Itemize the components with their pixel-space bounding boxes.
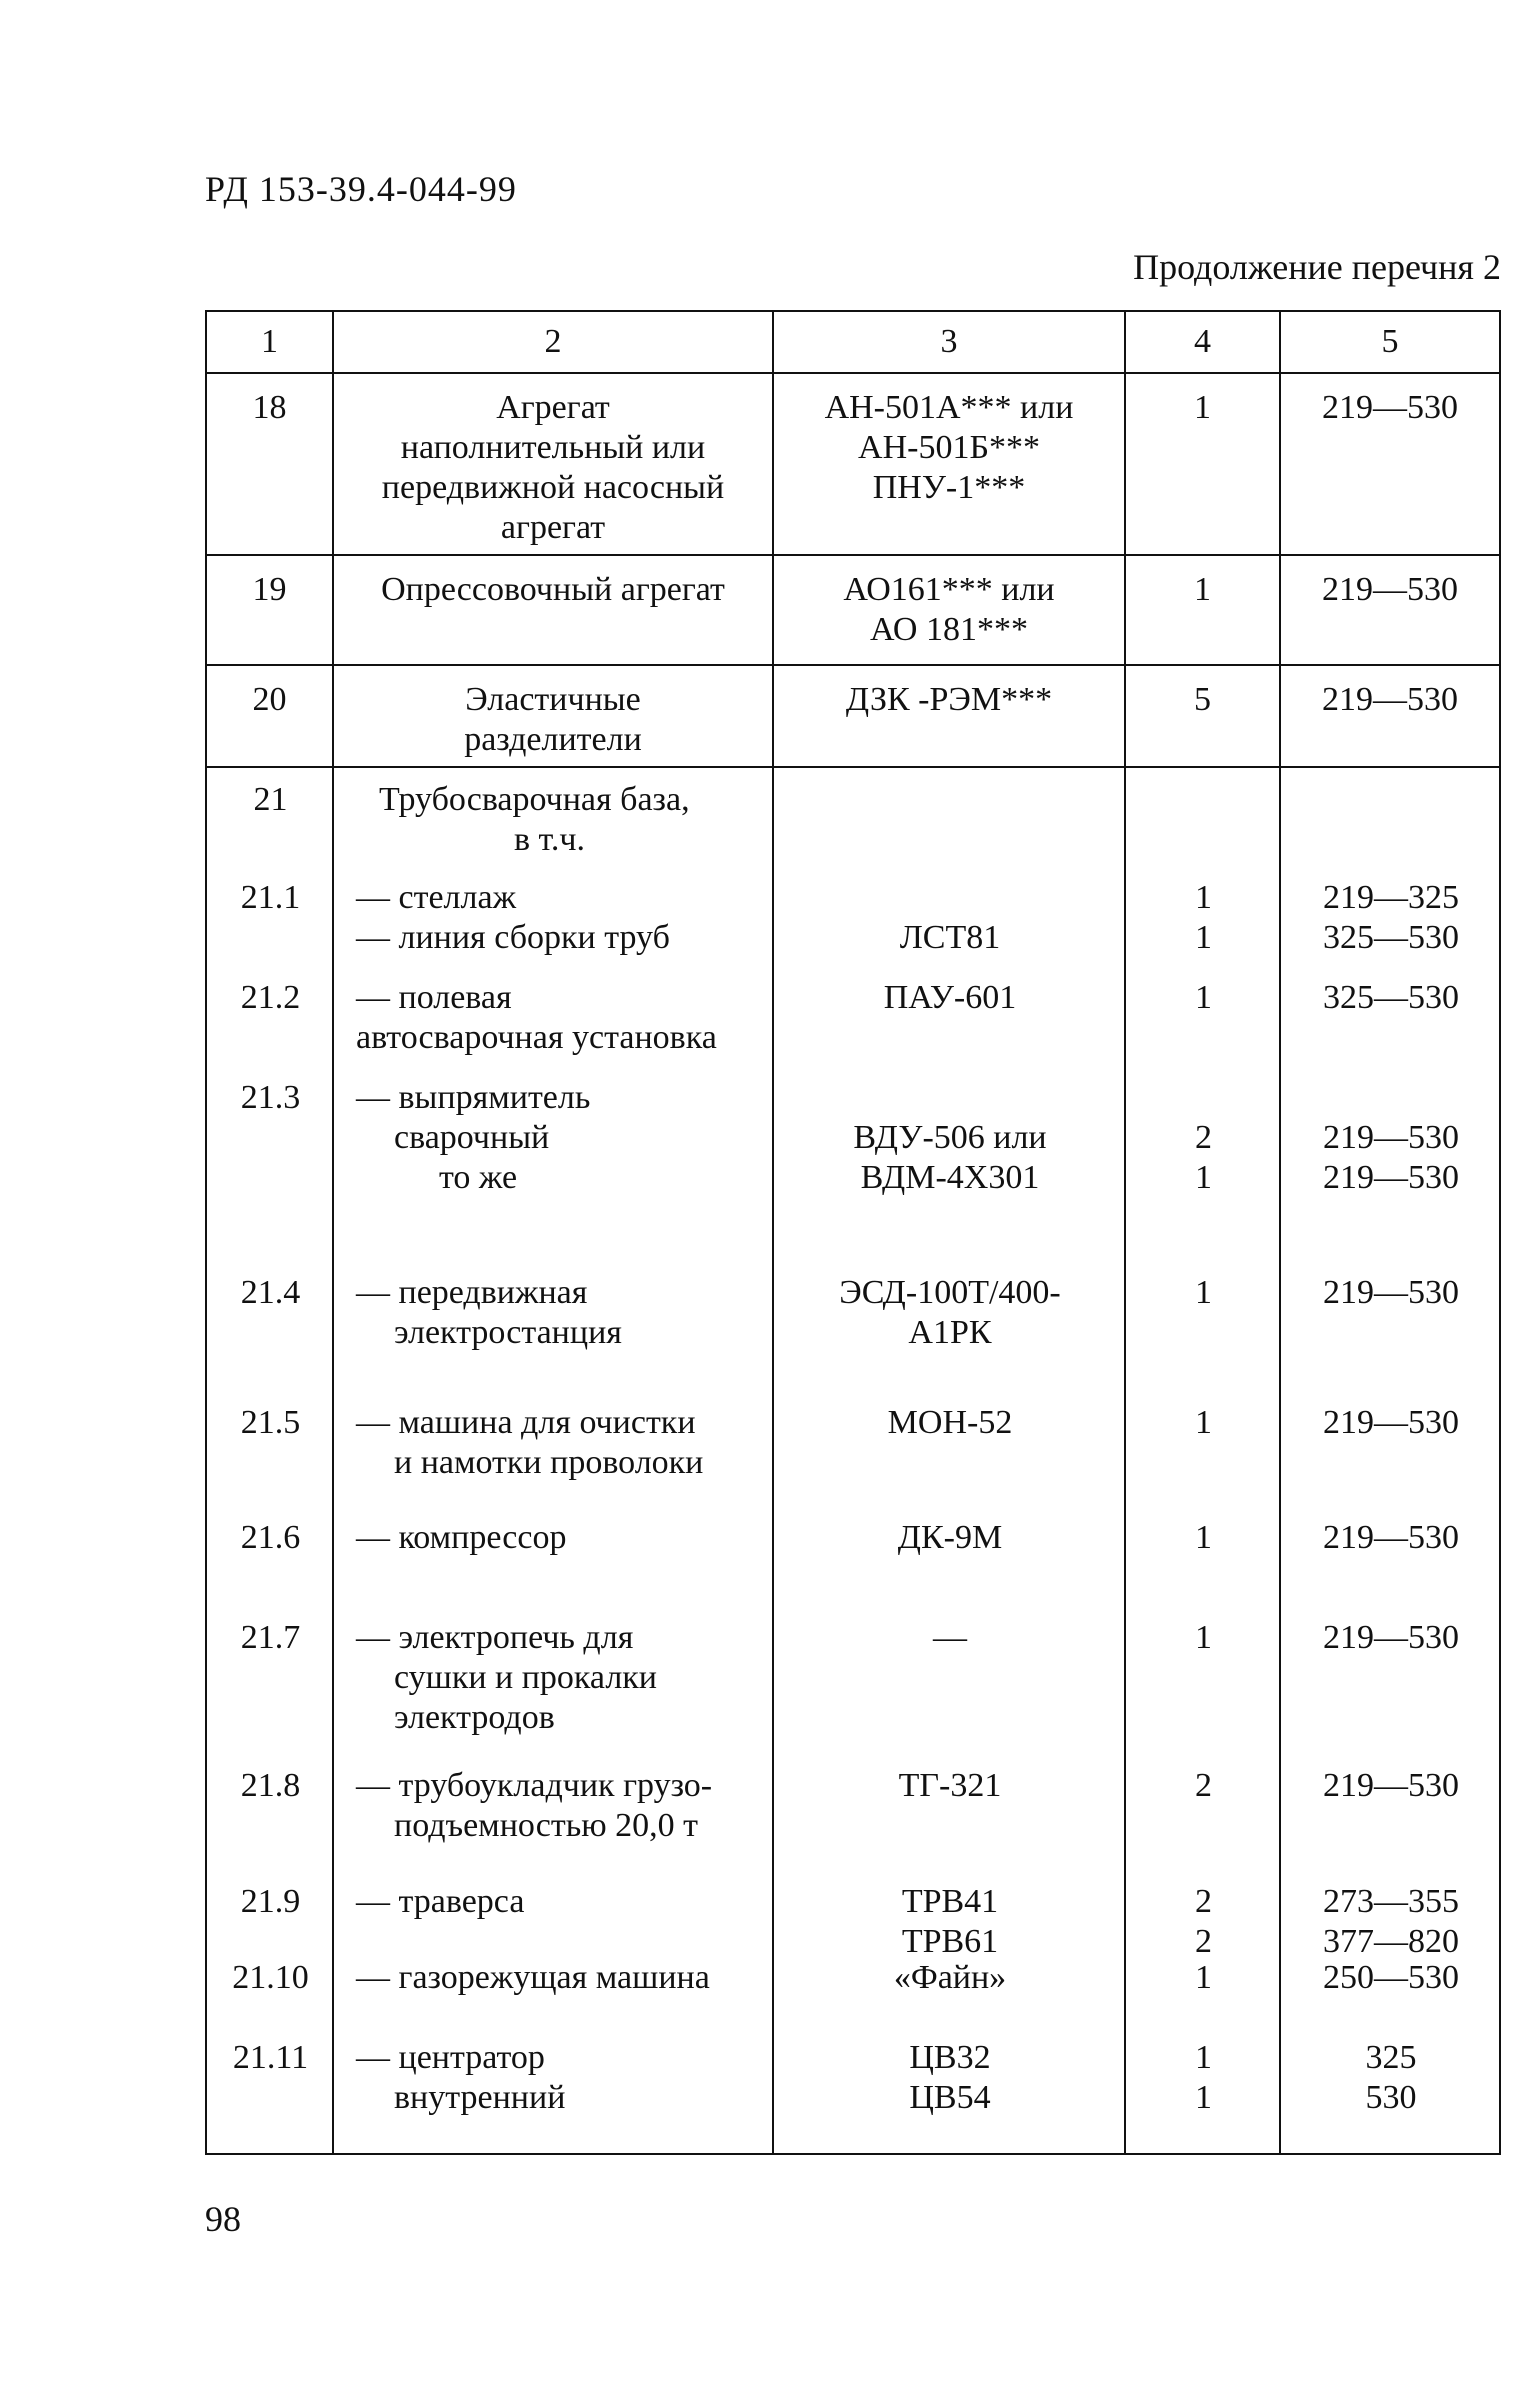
equipment-name: — передвижная	[356, 1274, 588, 1311]
equipment-name: электродов	[394, 1699, 555, 1736]
row-number: 21.10	[232, 1959, 309, 1996]
row-number: 21.11	[232, 2039, 309, 2076]
quantity: 1	[1125, 373, 1280, 555]
equipment-model: МОН-52	[887, 1404, 1013, 1441]
table-header-row	[206, 311, 1500, 373]
quantity: 2	[1195, 1923, 1212, 1960]
equipment-model: ТРВ41	[901, 1883, 999, 1920]
quantity: 1	[1195, 1519, 1212, 1556]
equipment-model: ТГ-321	[898, 1767, 1002, 1804]
diameter-range: 325	[1365, 2039, 1417, 2076]
equipment-model: А1РК	[908, 1314, 992, 1351]
equipment-name: электростанция	[394, 1314, 622, 1351]
equipment-model: ЦВ32	[909, 2039, 991, 2076]
quantity: 1	[1195, 1274, 1212, 1311]
equipment-model: ВДМ-4Х301	[860, 1159, 1040, 1196]
quantity: 2	[1195, 1883, 1212, 1920]
equipment-name: — машина для очистки	[356, 1404, 696, 1441]
equipment-model: «Файн»	[893, 1959, 1007, 1996]
equipment-model: ВДУ-506 или	[853, 1119, 1047, 1156]
quantity: 5	[1125, 665, 1280, 767]
equipment-model: ПАУ-601	[883, 979, 1017, 1016]
quantity: 1	[1195, 979, 1212, 1016]
row-number: 21.3	[240, 1079, 301, 1116]
quantity: 2	[1195, 1119, 1212, 1156]
page-number: 98	[205, 2199, 241, 2239]
quantity: 1	[1195, 2079, 1212, 2116]
diameter-range: 273—355	[1323, 1883, 1459, 1920]
equipment-name: сушки и прокалки	[394, 1659, 658, 1696]
row-number: 21.4	[240, 1274, 301, 1311]
equipment-name: — центратор	[356, 2039, 545, 2076]
diameter-range: 377—820	[1323, 1923, 1459, 1960]
diameter-range: 219—530	[1323, 1159, 1459, 1196]
quantity: 1	[1195, 1404, 1212, 1441]
diameter-range: 219—530	[1280, 555, 1500, 665]
quantity: 1	[1195, 2039, 1212, 2076]
equipment-model: ЦВ54	[909, 2079, 991, 2116]
row-number: 21.2	[240, 979, 301, 1016]
diameter-range: 325—530	[1323, 919, 1459, 956]
table-row	[206, 555, 1500, 665]
column-header: 4	[1125, 311, 1280, 373]
diameter-range: 219—530	[1323, 1119, 1459, 1156]
row-number: 21.7	[240, 1619, 301, 1656]
document-code: РД 153-39.4-044-99	[205, 169, 517, 209]
equipment-model: ДЗК -РЭМ***	[773, 665, 1125, 767]
equipment-name: — трубоукладчик грузо-	[356, 1767, 713, 1804]
row-number: 21.5	[240, 1404, 301, 1441]
diameter-range: 219—325	[1323, 879, 1459, 916]
row-number: 21.1	[240, 879, 301, 916]
equipment-name: сварочный	[394, 1119, 550, 1156]
diameter-range: 219—530	[1323, 1519, 1459, 1556]
equipment-name: подъемностью 20,0 т	[394, 1807, 698, 1844]
equipment-model: ЭСД-100Т/400-	[839, 1274, 1061, 1311]
quantity: 1	[1195, 879, 1212, 916]
equipment-name: — линия сборки труб	[356, 919, 670, 956]
equipment-name: — газорежущая машина	[356, 1959, 710, 1996]
equipment-name: автосварочная установка	[356, 1019, 717, 1056]
diameter-range: 219—530	[1323, 1404, 1459, 1441]
equipment-name: Эластичные разделители	[333, 665, 773, 767]
equipment-name: Трубосварочная база,	[379, 781, 690, 818]
equipment-model: ТРВ61	[901, 1923, 999, 1960]
column-header: 3	[773, 311, 1125, 373]
diameter-range: 219—530	[1323, 1274, 1459, 1311]
diameter-range: 219—530	[1280, 373, 1500, 555]
table-row-group-21	[206, 767, 1500, 2154]
equipment-name: и намотки проволоки	[394, 1444, 704, 1481]
diameter-range: 219—530	[1280, 665, 1500, 767]
quantity: 1	[1195, 1159, 1212, 1196]
quantity: 1	[1195, 1959, 1212, 1996]
equipment-model: ЛСТ81	[899, 919, 1001, 956]
table-row	[206, 373, 1500, 555]
equipment-name: в т.ч.	[514, 821, 585, 858]
row-number: 19	[206, 555, 333, 665]
equipment-name: — электропечь для	[356, 1619, 634, 1656]
equipment-name: то же	[439, 1159, 518, 1196]
quantity: 1	[1125, 555, 1280, 665]
equipment-model: АН-501А*** или АН-501Б*** ПНУ-1***	[773, 373, 1125, 555]
diameter-range: 325—530	[1323, 979, 1459, 1016]
diameter-range: 250—530	[1323, 1959, 1459, 1996]
equipment-name: — выпрямитель	[356, 1079, 591, 1116]
equipment-name: — полевая	[356, 979, 512, 1016]
equipment-model: ДК-9М	[897, 1519, 1003, 1556]
equipment-name: — траверса	[356, 1883, 525, 1920]
row-number: 21.6	[240, 1519, 301, 1556]
column-header: 2	[333, 311, 773, 373]
equipment-model: АО161*** или АО 181***	[773, 555, 1125, 665]
row-number: 21	[253, 781, 288, 818]
column-header: 1	[206, 311, 333, 373]
equipment-name: Агрегат наполнительный или передвижной насосный агрегат	[333, 373, 773, 555]
diameter-range: 219—530	[1323, 1767, 1459, 1804]
table-row	[206, 665, 1500, 767]
row-number: 21.8	[240, 1767, 301, 1804]
row-number: 20	[206, 665, 333, 767]
diameter-range: 530	[1365, 2079, 1417, 2116]
equipment-model: —	[933, 1619, 967, 1656]
row-number: 21.9	[240, 1883, 301, 1920]
equipment-table	[205, 310, 1501, 2155]
row-number: 18	[206, 373, 333, 555]
equipment-name: — стеллаж	[356, 879, 517, 916]
quantity: 1	[1195, 1619, 1212, 1656]
diameter-range: 219—530	[1323, 1619, 1459, 1656]
equipment-name: внутренний	[394, 2079, 566, 2116]
equipment-name: — компрессор	[356, 1519, 567, 1556]
quantity: 2	[1195, 1767, 1212, 1804]
continuation-label: Продолжение перечня 2	[1133, 247, 1501, 287]
column-header: 5	[1280, 311, 1500, 373]
quantity: 1	[1195, 919, 1212, 956]
equipment-name: Опрессовочный агрегат	[333, 555, 773, 665]
